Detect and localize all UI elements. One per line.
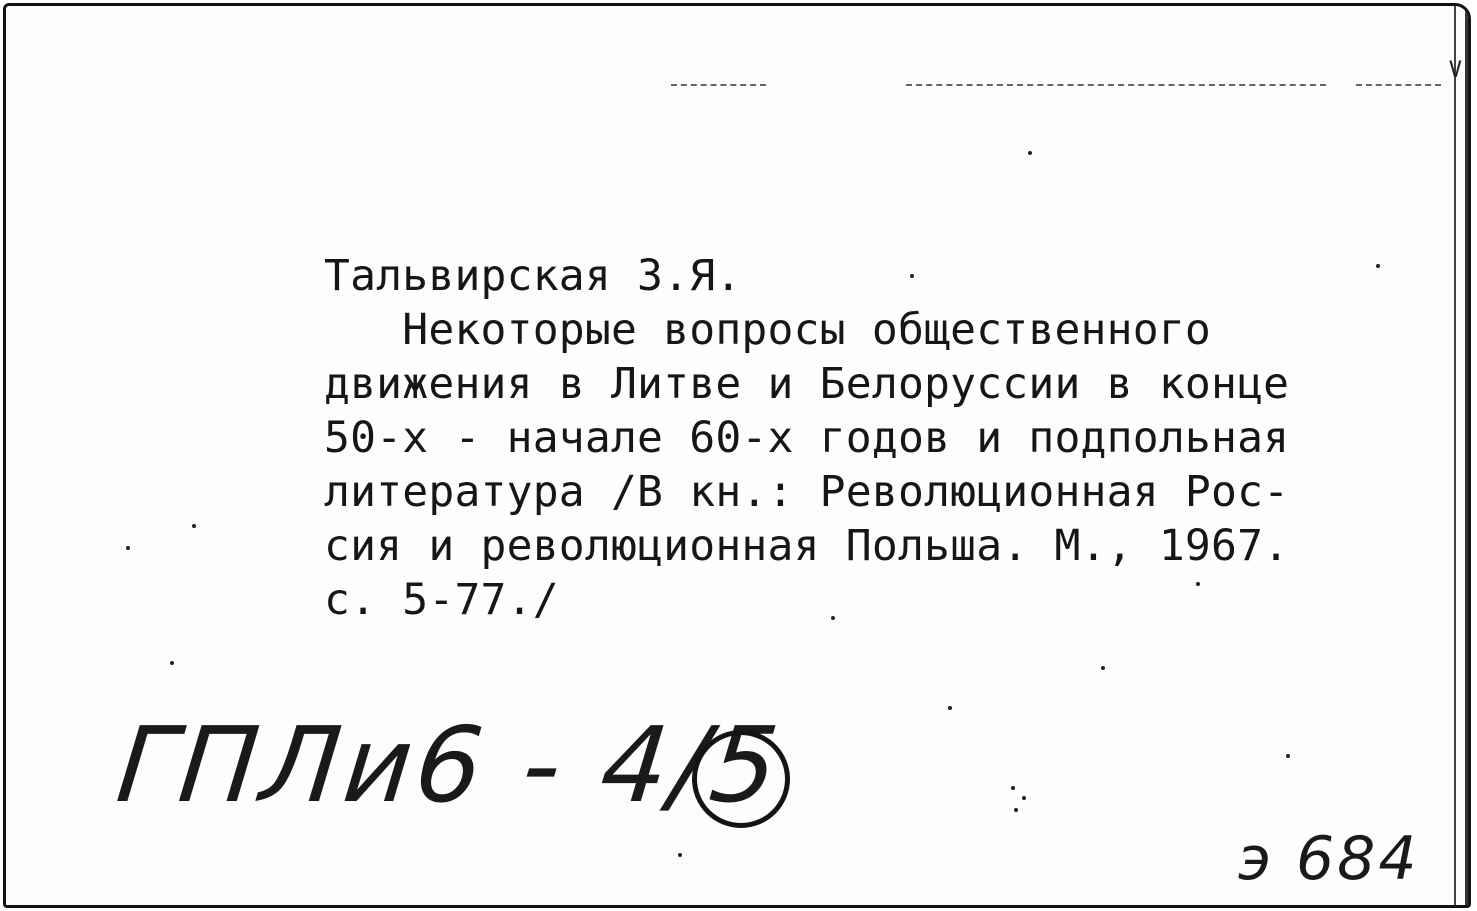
paper-speck xyxy=(1196,582,1200,586)
paper-speck xyxy=(192,524,196,528)
handwritten-shelfmark: ГПЛи6 - 4/5 xyxy=(111,704,788,826)
top-dashed-rule xyxy=(1356,84,1441,88)
title-line: 50-х - начале 60-х годов и подпольная xyxy=(324,413,1290,463)
title-line: литература /В кн.: Революционная Рос- xyxy=(324,467,1290,517)
top-dashed-rule xyxy=(906,84,1326,88)
paper-speck xyxy=(1011,786,1015,790)
title-line: с. 5-77./ xyxy=(324,575,559,625)
author-name: Тальвирская З.Я. xyxy=(324,251,742,301)
handwritten-circle-mark xyxy=(692,730,790,828)
paper-speck xyxy=(1014,808,1018,812)
handwritten-inventory-number: э 684 xyxy=(1238,824,1420,894)
title-line: Некоторые вопросы общественного xyxy=(324,305,1211,355)
catalog-card xyxy=(3,3,1471,908)
paper-speck xyxy=(1022,796,1026,800)
bibliographic-entry xyxy=(324,249,1444,627)
paper-speck xyxy=(126,546,130,550)
paper-speck xyxy=(170,661,174,665)
paper-speck xyxy=(1376,264,1380,268)
paper-speck xyxy=(1028,151,1032,155)
paper-speck xyxy=(910,274,914,278)
paper-speck xyxy=(831,616,835,620)
paper-speck xyxy=(1101,666,1105,670)
paper-speck xyxy=(948,706,952,710)
title-line: движения в Литве и Белоруссии в конце xyxy=(324,359,1290,409)
paper-speck xyxy=(1286,754,1290,758)
top-dashed-rule xyxy=(671,84,766,88)
title-line: сия и революционная Польша. М., 1967. xyxy=(324,521,1290,571)
paper-speck xyxy=(678,853,682,857)
corner-mark: V xyxy=(1448,58,1462,83)
